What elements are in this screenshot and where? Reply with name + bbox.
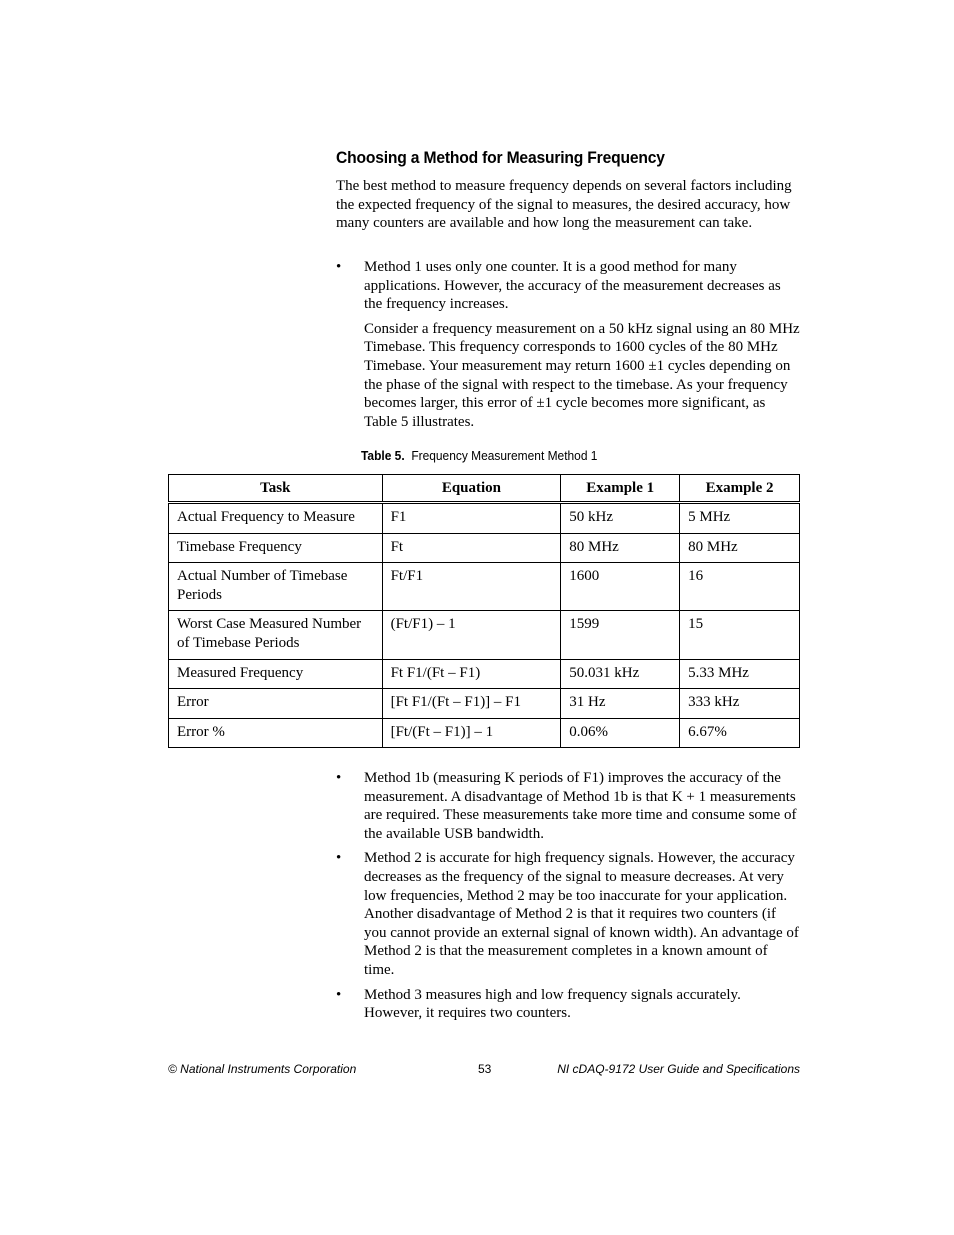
list-item [336, 258, 801, 431]
cell-example-2: 5.33 MHz [680, 659, 800, 689]
table-row [169, 503, 800, 534]
cell-example-2: 6.67% [680, 718, 800, 748]
table-row [169, 533, 800, 563]
cell-task: Worst Case Measured Number of Timebase Periods [169, 611, 383, 659]
table-caption-label: Table 5. [361, 448, 405, 463]
cell-equation: (Ft/F1) – 1 [382, 611, 561, 659]
cell-equation: [Ft F1/(Ft – F1)] – F1 [382, 689, 561, 719]
bullet-list-before-table [336, 258, 801, 437]
bullet-marker: • [336, 850, 342, 867]
table-row [169, 659, 800, 689]
table-row [169, 611, 800, 659]
cell-example-2: 5 MHz [680, 503, 800, 534]
cell-task: Error [169, 689, 383, 719]
bullet-text: Method 2 is accurate for high frequency signals. However, the accuracy decreases as the frequency of the signal to measure decreases. At very low frequencies, Method 2 may be too inaccurate for your application. Another disadvantage of Method 2 is that it requires two counters (if you cannot provide an external signal of known width). An advantage of Method 2 is that the measurement completes in a known amount of time. [364, 850, 799, 978]
cell-task: Error % [169, 718, 383, 748]
column-header-example-1: Example 1 [561, 475, 680, 503]
bullet-marker: • [336, 259, 342, 275]
cell-example-1: 80 MHz [561, 533, 680, 563]
cell-equation: [Ft/(Ft – F1)] – 1 [382, 718, 561, 748]
cell-example-1: 50 kHz [561, 503, 680, 534]
column-header-task: Task [169, 475, 383, 503]
table-header-row [169, 475, 800, 503]
cell-example-1: 31 Hz [561, 689, 680, 719]
bullet-list-after-table [336, 769, 801, 1029]
cell-example-2: 16 [680, 563, 800, 611]
frequency-method-table [168, 474, 800, 748]
column-header-example-2: Example 2 [680, 475, 800, 503]
footer-copyright: © National Instruments Corporation [168, 1062, 357, 1076]
cell-task: Timebase Frequency [169, 533, 383, 563]
table-caption-text: Frequency Measurement Method 1 [411, 448, 598, 463]
cell-equation: F1 [382, 503, 561, 534]
footer-page-number: 53 [478, 1062, 492, 1076]
list-item [336, 849, 801, 979]
bullet-text: Method 1b (measuring K periods of F1) improves the accuracy of the measurement. A disadvantage of Method 1b is that K + 1 measurements are required. These measurements take more time and consume some of the available USB bandwidth. [364, 770, 797, 842]
cell-example-2: 80 MHz [680, 533, 800, 563]
table-row [169, 689, 800, 719]
cell-task: Actual Frequency to Measure [169, 503, 383, 534]
cell-equation: Ft F1/(Ft – F1) [382, 659, 561, 689]
cell-task: Measured Frequency [169, 659, 383, 689]
cell-equation: Ft/F1 [382, 563, 561, 611]
cell-task: Actual Number of Timebase Periods [169, 563, 383, 611]
table-row [169, 563, 800, 611]
table-caption [361, 448, 597, 463]
bullet-marker: • [336, 770, 342, 786]
cell-example-1: 1599 [561, 611, 680, 659]
cell-example-2: 333 kHz [680, 689, 800, 719]
bullet-text: Method 3 measures high and low frequency signals accurately. However, it requires two counters. [364, 986, 741, 1022]
column-header-equation: Equation [382, 475, 561, 503]
list-item [336, 986, 801, 1023]
cell-example-1: 1600 [561, 563, 680, 611]
cell-equation: Ft [382, 533, 561, 563]
table-row [169, 718, 800, 748]
cell-example-2: 15 [680, 611, 800, 659]
cell-example-1: 50.031 kHz [561, 659, 680, 689]
bullet-text: Method 1 uses only one counter. It is a good method for many applications. However, the accuracy of the measurement decreases as the frequency increases. [364, 259, 781, 313]
list-item [336, 769, 801, 843]
bullet-sub-paragraph: Consider a frequency measurement on a 50 kHz signal using an 80 MHz Timebase. This frequency corresponds to 1600 cycles of the 80 MHz Timebase. Your measurement may return 1600 ±1 cycles depending on the phase of the signal with respect to the timebase. As your frequency becomes larger, this error of ±1 cycle becomes more significant, as Table 5 illustrates. [364, 320, 800, 430]
footer-document-title: NI cDAQ-9172 User Guide and Specifications [557, 1062, 800, 1076]
cell-example-1: 0.06% [561, 718, 680, 748]
section-heading: Choosing a Method for Measuring Frequency [336, 148, 665, 167]
intro-paragraph: The best method to measure frequency depends on several factors including the expected frequency of the signal to measures, the desired accuracy, how many counters are available and how long the measurement can take. [336, 178, 792, 232]
bullet-marker: • [336, 986, 342, 1003]
